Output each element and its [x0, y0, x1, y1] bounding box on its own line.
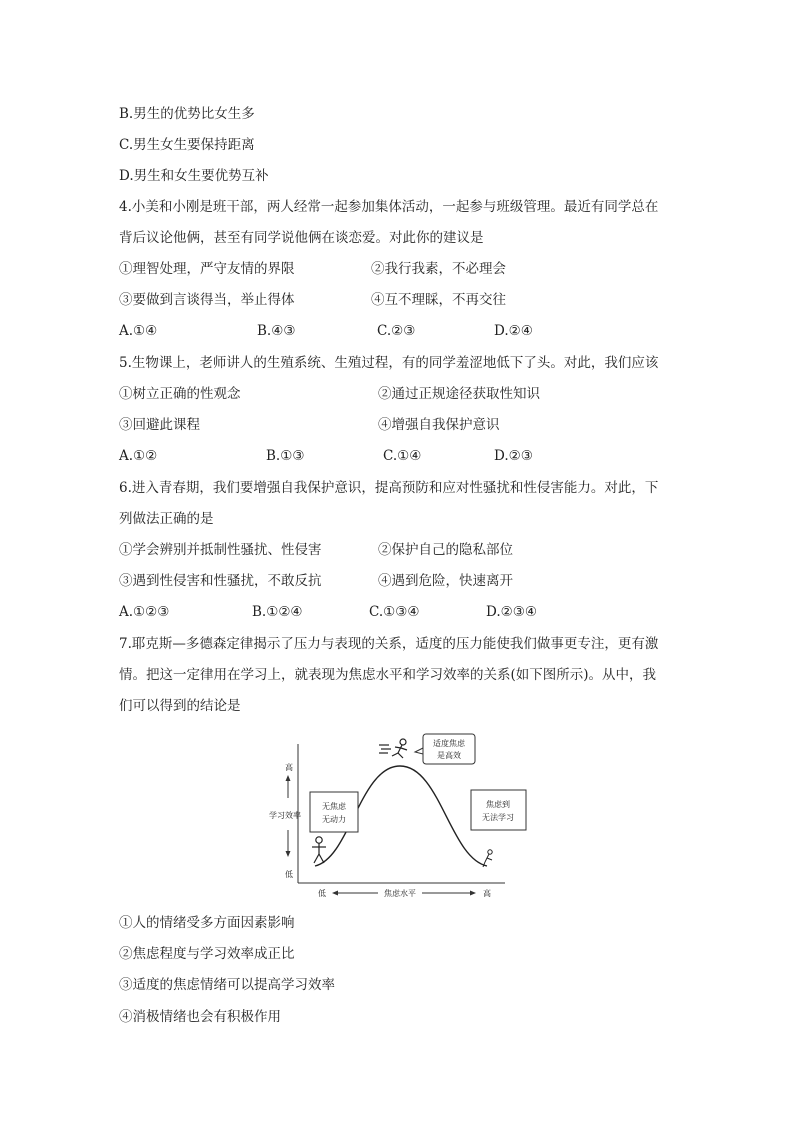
- q4-choice-d: D.②④: [494, 323, 533, 339]
- bubble-tail: [415, 748, 423, 754]
- q5-item-3: ③回避此课程: [119, 417, 200, 433]
- box-too-anxious-line1: 焦虑到: [486, 800, 510, 809]
- q5-item-1: ①树立正确的性观念: [119, 386, 241, 402]
- q4-stem-line1: 4.小美和小刚是班干部，两人经常一起参加集体活动，一起参与班级管理。最近有同学总在: [119, 199, 659, 215]
- q4-item-4: ④互不理睬，不再交往: [371, 292, 506, 308]
- running-figure-icon: [379, 739, 407, 758]
- tired-figure-icon: [483, 850, 492, 867]
- q5-item-4: ④增强自我保护意识: [378, 417, 500, 433]
- q5-item-2: ②通过正规途径获取性知识: [378, 386, 540, 402]
- q7-item-1: ①人的情绪受多方面因素影响: [119, 915, 295, 931]
- x-low-label: 低: [318, 889, 326, 898]
- q3-option-c: C.男生女生要保持距离: [119, 137, 255, 153]
- q4-item-1: ①理智处理，严守友情的界限: [119, 261, 295, 277]
- box-no-anxiety: [310, 792, 358, 832]
- x-axis-label: 焦虑水平: [384, 889, 416, 898]
- q4-stem-line2: 背后议论他俩，甚至有同学说他俩在谈恋爱。对此你的建议是: [119, 230, 484, 246]
- q6-stem-line2: 列做法正确的是: [119, 511, 214, 527]
- q7-item-2: ②焦虑程度与学习效率成正比: [119, 946, 295, 962]
- q6-item-4: ④遇到危险，快速离开: [378, 573, 513, 589]
- yerkes-dodson-figure: [255, 726, 545, 901]
- q7-item-3: ③适度的焦虑情绪可以提高学习效率: [119, 977, 335, 993]
- q6-choice-a: A.①②③: [119, 604, 170, 620]
- x-high-label: 高: [483, 889, 491, 898]
- q7-stem-line1: 7.耶克斯—多德森定律揭示了压力与表现的关系，适度的压力能使我们做事更专注，更有激: [119, 636, 659, 652]
- q4-item-2: ②我行我素，不必理会: [371, 261, 506, 277]
- q4-item-3: ③要做到言谈得当，举止得体: [119, 292, 295, 308]
- q7-stem-line3: 们可以得到的结论是: [119, 698, 241, 714]
- bubble-line1: 适度焦虑: [433, 739, 465, 748]
- q6-item-2: ②保护自己的隐私部位: [378, 542, 513, 558]
- q4-choice-a: A.①④: [119, 323, 158, 339]
- y-low-label: 低: [285, 870, 293, 879]
- q4-choice-b: B.④③: [257, 323, 296, 339]
- x-arrow-left-head: [332, 891, 338, 896]
- q6-stem-line1: 6.进入青春期，我们要增强自我保护意识，提高预防和应对性骚扰和性侵害能力。对此，下: [119, 480, 659, 496]
- q6-item-1: ①学会辨别并抵制性骚扰、性侵害: [119, 542, 322, 558]
- box-no-anxiety-line1: 无焦虑: [322, 802, 346, 811]
- q5-choice-a: A.①②: [119, 448, 158, 464]
- x-arrow-right-head: [470, 891, 476, 896]
- standing-figure-icon: [312, 837, 326, 863]
- y-arrow-up-head: [286, 775, 291, 781]
- y-high-label: 高: [285, 763, 293, 772]
- q5-choice-b: B.①③: [266, 448, 305, 464]
- box-no-anxiety-line2: 无动力: [322, 815, 346, 824]
- q5-stem: 5.生物课上，老师讲人的生殖系统、生殖过程，有的同学羞涩地低下了头。对此，我们应该: [119, 355, 659, 371]
- q5-choice-d: D.②③: [494, 448, 533, 464]
- box-too-anxious: [471, 790, 526, 830]
- box-too-anxious-line2: 无法学习: [482, 813, 514, 822]
- q6-choice-b: B.①②④: [252, 604, 303, 620]
- q3-option-d: D.男生和女生要优势互补: [119, 168, 269, 184]
- q3-option-b: B.男生的优势比女生多: [119, 106, 255, 122]
- q4-choice-c: C.②③: [377, 323, 416, 339]
- q6-item-3: ③遇到性侵害和性骚扰，不敢反抗: [119, 573, 322, 589]
- y-axis-label: 学习效率: [269, 811, 301, 820]
- y-arrow-down-head: [286, 851, 291, 857]
- q7-item-4: ④消极情绪也会有积极作用: [119, 1009, 281, 1025]
- q6-choice-c: C.①③④: [369, 604, 420, 620]
- bubble-line2: 是高效: [437, 751, 461, 760]
- q6-choice-d: D.②③④: [486, 604, 537, 620]
- q7-stem-line2: 情。把这一定律用在学习上，就表现为焦虑水平和学习效率的关系(如下图所示)。从中，我: [119, 667, 657, 683]
- q5-choice-c: C.①④: [383, 448, 422, 464]
